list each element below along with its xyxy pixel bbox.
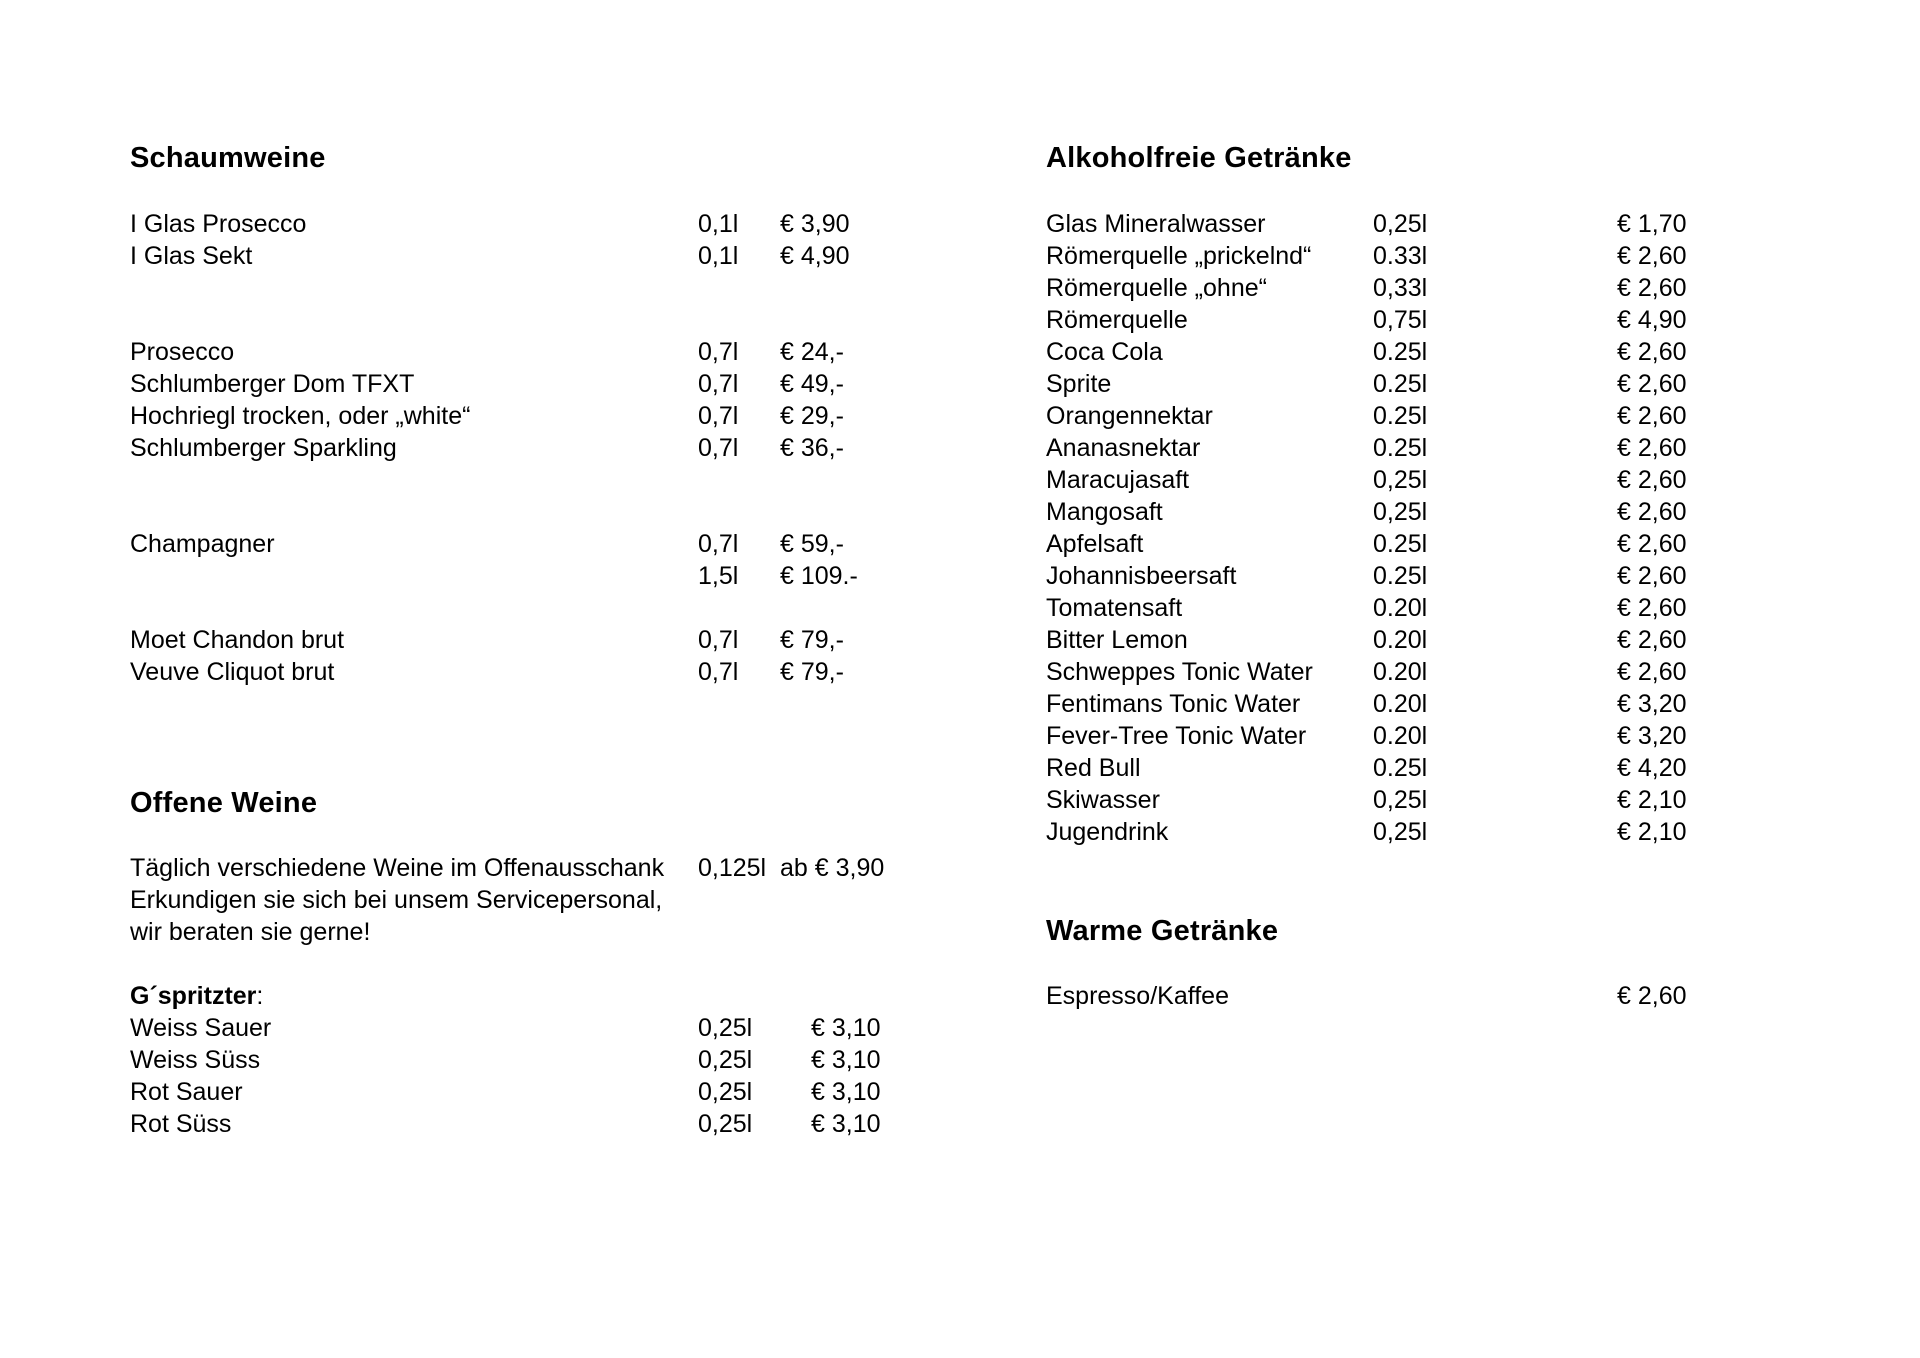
item-volume: 0,25l	[698, 1046, 753, 1074]
menu-row	[130, 624, 930, 656]
item-name: Schweppes Tonic Water	[1046, 658, 1313, 686]
alkoholfrei-heading: Alkoholfreie Getränke	[1046, 142, 1352, 174]
item-price: € 3,10	[811, 1014, 881, 1042]
menu-row	[1046, 400, 1806, 432]
menu-row	[1046, 496, 1806, 528]
item-price: € 2,60	[1617, 594, 1687, 622]
menu-row	[1046, 464, 1806, 496]
item-volume: 0.20l	[1373, 690, 1428, 718]
gspritzter-label-bold: G´spritzter	[130, 982, 257, 1010]
menu-row	[1046, 432, 1806, 464]
item-price: ab € 3,90	[780, 854, 885, 882]
item-price: € 1,70	[1617, 210, 1687, 238]
menu-row	[130, 336, 930, 368]
offene-weine-heading: Offene Weine	[130, 787, 318, 819]
item-volume: 0,7l	[698, 626, 739, 654]
item-volume: 0.20l	[1373, 658, 1428, 686]
item-price: € 2,60	[1617, 658, 1687, 686]
menu-row	[1046, 592, 1806, 624]
item-name: Fentimans Tonic Water	[1046, 690, 1301, 718]
item-price: € 2,60	[1617, 242, 1687, 270]
menu-row	[1046, 336, 1806, 368]
item-price: € 2,10	[1617, 786, 1687, 814]
item-volume: 0,25l	[698, 1014, 753, 1042]
menu-row	[1046, 528, 1806, 560]
menu-row	[1046, 980, 1806, 1012]
item-volume: 0.25l	[1373, 402, 1428, 430]
menu-row	[1046, 720, 1806, 752]
item-price: € 2,60	[1617, 434, 1687, 462]
menu-row	[1046, 624, 1806, 656]
menu-row	[130, 400, 930, 432]
item-price: € 4,90	[1617, 306, 1687, 334]
gspritzter-label	[130, 980, 930, 1012]
item-name: Orangennektar	[1046, 402, 1213, 430]
menu-row	[130, 240, 930, 272]
item-name: Jugendrink	[1046, 818, 1169, 846]
item-price: € 3,20	[1617, 722, 1687, 750]
item-volume: 0,7l	[698, 338, 739, 366]
item-price: € 3,90	[780, 210, 850, 238]
item-price: € 3,10	[811, 1078, 881, 1106]
item-volume: 0,25l	[1373, 786, 1428, 814]
item-name: Römerquelle	[1046, 306, 1188, 334]
schaumweine-heading: Schaumweine	[130, 142, 326, 174]
item-volume: 0,25l	[1373, 498, 1428, 526]
item-name: Maracujasaft	[1046, 466, 1190, 494]
menu-row	[1046, 272, 1806, 304]
item-price: € 3,10	[811, 1110, 881, 1138]
item-price: € 3,20	[1617, 690, 1687, 718]
item-volume: 0,33l	[1373, 274, 1428, 302]
item-volume: 0,25l	[1373, 818, 1428, 846]
item-volume: 0,125l	[698, 854, 767, 882]
item-name: Römerquelle „ohne“	[1046, 274, 1267, 302]
item-name: Red Bull	[1046, 754, 1141, 782]
menu-row	[1046, 208, 1806, 240]
item-volume: 0,25l	[1373, 210, 1428, 238]
item-name: Apfelsaft	[1046, 530, 1144, 558]
item-volume: 0,25l	[1373, 466, 1428, 494]
item-name: Fever-Tree Tonic Water	[1046, 722, 1307, 750]
item-price: € 2,60	[1617, 498, 1687, 526]
menu-row	[1046, 752, 1806, 784]
item-name: Skiwasser	[1046, 786, 1160, 814]
item-name: Johannisbeersaft	[1046, 562, 1237, 590]
item-price: € 2,60	[1617, 466, 1687, 494]
item-volume: 0,7l	[698, 370, 739, 398]
item-name: Weiss Sauer	[130, 1014, 272, 1042]
item-price: € 3,10	[811, 1046, 881, 1074]
item-name: Veuve Cliquot brut	[130, 658, 335, 686]
item-name: Hochriegl trocken, oder „white“	[130, 402, 471, 430]
gspritzter-label-suffix: :	[256, 982, 264, 1010]
item-volume: 0.25l	[1373, 370, 1428, 398]
menu-row	[1046, 656, 1806, 688]
menu-row	[1046, 816, 1806, 848]
item-name: Glas Mineralwasser	[1046, 210, 1266, 238]
menu-row	[1046, 560, 1806, 592]
item-price: € 4,20	[1617, 754, 1687, 782]
item-name: Coca Cola	[1046, 338, 1163, 366]
item-volume: 0,75l	[1373, 306, 1428, 334]
item-price: € 36,-	[780, 434, 844, 462]
item-price: € 2,60	[1617, 982, 1687, 1010]
item-price: € 4,90	[780, 242, 850, 270]
menu-row	[130, 432, 930, 464]
item-price: € 79,-	[780, 626, 844, 654]
item-price: € 29,-	[780, 402, 844, 430]
item-volume: 0.25l	[1373, 530, 1428, 558]
item-price: € 49,-	[780, 370, 844, 398]
item-volume: 0,7l	[698, 434, 739, 462]
menu-row	[130, 368, 930, 400]
menu-row	[130, 1108, 930, 1140]
menu-row	[130, 1044, 930, 1076]
item-volume: 0,7l	[698, 658, 739, 686]
offene-weine-text: wir beraten sie gerne!	[130, 918, 371, 946]
item-price: € 79,-	[780, 658, 844, 686]
item-volume: 0,1l	[698, 242, 739, 270]
item-volume: 0,1l	[698, 210, 739, 238]
item-name: I Glas Sekt	[130, 242, 253, 270]
menu-row	[130, 528, 930, 560]
item-price: € 24,-	[780, 338, 844, 366]
item-price: € 2,10	[1617, 818, 1687, 846]
item-volume: 0.20l	[1373, 626, 1428, 654]
menu-row	[130, 208, 930, 240]
item-volume: 0.25l	[1373, 562, 1428, 590]
item-volume: 0.25l	[1373, 754, 1428, 782]
item-volume: 0,7l	[698, 402, 739, 430]
item-price: € 2,60	[1617, 370, 1687, 398]
item-name: Mangosaft	[1046, 498, 1163, 526]
menu-row	[1046, 688, 1806, 720]
menu-row	[1046, 368, 1806, 400]
item-volume: 0.20l	[1373, 722, 1428, 750]
item-price: € 2,60	[1617, 338, 1687, 366]
item-volume: 0.25l	[1373, 338, 1428, 366]
item-name: Champagner	[130, 530, 275, 558]
menu-row	[130, 852, 930, 884]
item-name: Tomatensaft	[1046, 594, 1183, 622]
offene-weine-text: Täglich verschiedene Weine im Offenausschank	[130, 854, 665, 882]
item-volume: 0,25l	[698, 1078, 753, 1106]
item-name: Ananasnektar	[1046, 434, 1201, 462]
item-name: Sprite	[1046, 370, 1112, 398]
item-price: € 2,60	[1617, 402, 1687, 430]
menu-row	[130, 560, 930, 592]
item-name: Bitter Lemon	[1046, 626, 1188, 654]
menu-row	[1046, 784, 1806, 816]
item-price: € 2,60	[1617, 530, 1687, 558]
menu-row	[130, 1012, 930, 1044]
item-name: Moet Chandon brut	[130, 626, 345, 654]
menu-row	[1046, 304, 1806, 336]
item-price: € 2,60	[1617, 626, 1687, 654]
item-name: Prosecco	[130, 338, 235, 366]
item-name: Rot Sauer	[130, 1078, 243, 1106]
item-price: € 59,-	[780, 530, 844, 558]
item-price: € 2,60	[1617, 562, 1687, 590]
item-name: Weiss Süss	[130, 1046, 261, 1074]
item-name: Rot Süss	[130, 1110, 232, 1138]
item-volume: 1,5l	[698, 562, 739, 590]
item-name: I Glas Prosecco	[130, 210, 307, 238]
menu-row	[130, 1076, 930, 1108]
offene-weine-text: Erkundigen sie sich bei unsem Servicepersonal,	[130, 886, 663, 914]
menu-row	[130, 656, 930, 688]
item-price: € 2,60	[1617, 274, 1687, 302]
item-name: Espresso/Kaffee	[1046, 982, 1229, 1010]
item-volume: 0.25l	[1373, 434, 1428, 462]
warme-heading: Warme Getränke	[1046, 915, 1279, 947]
item-name: Römerquelle „prickelnd“	[1046, 242, 1312, 270]
item-volume: 0.20l	[1373, 594, 1428, 622]
offene-weine-note	[130, 916, 930, 948]
item-volume: 0,25l	[698, 1110, 753, 1138]
item-price: € 109.-	[780, 562, 858, 590]
item-volume: 0,7l	[698, 530, 739, 558]
item-name: Schlumberger Dom TFXT	[130, 370, 415, 398]
menu-row	[1046, 240, 1806, 272]
item-name: Schlumberger Sparkling	[130, 434, 397, 462]
item-volume: 0.33l	[1373, 242, 1428, 270]
offene-weine-note	[130, 884, 930, 916]
